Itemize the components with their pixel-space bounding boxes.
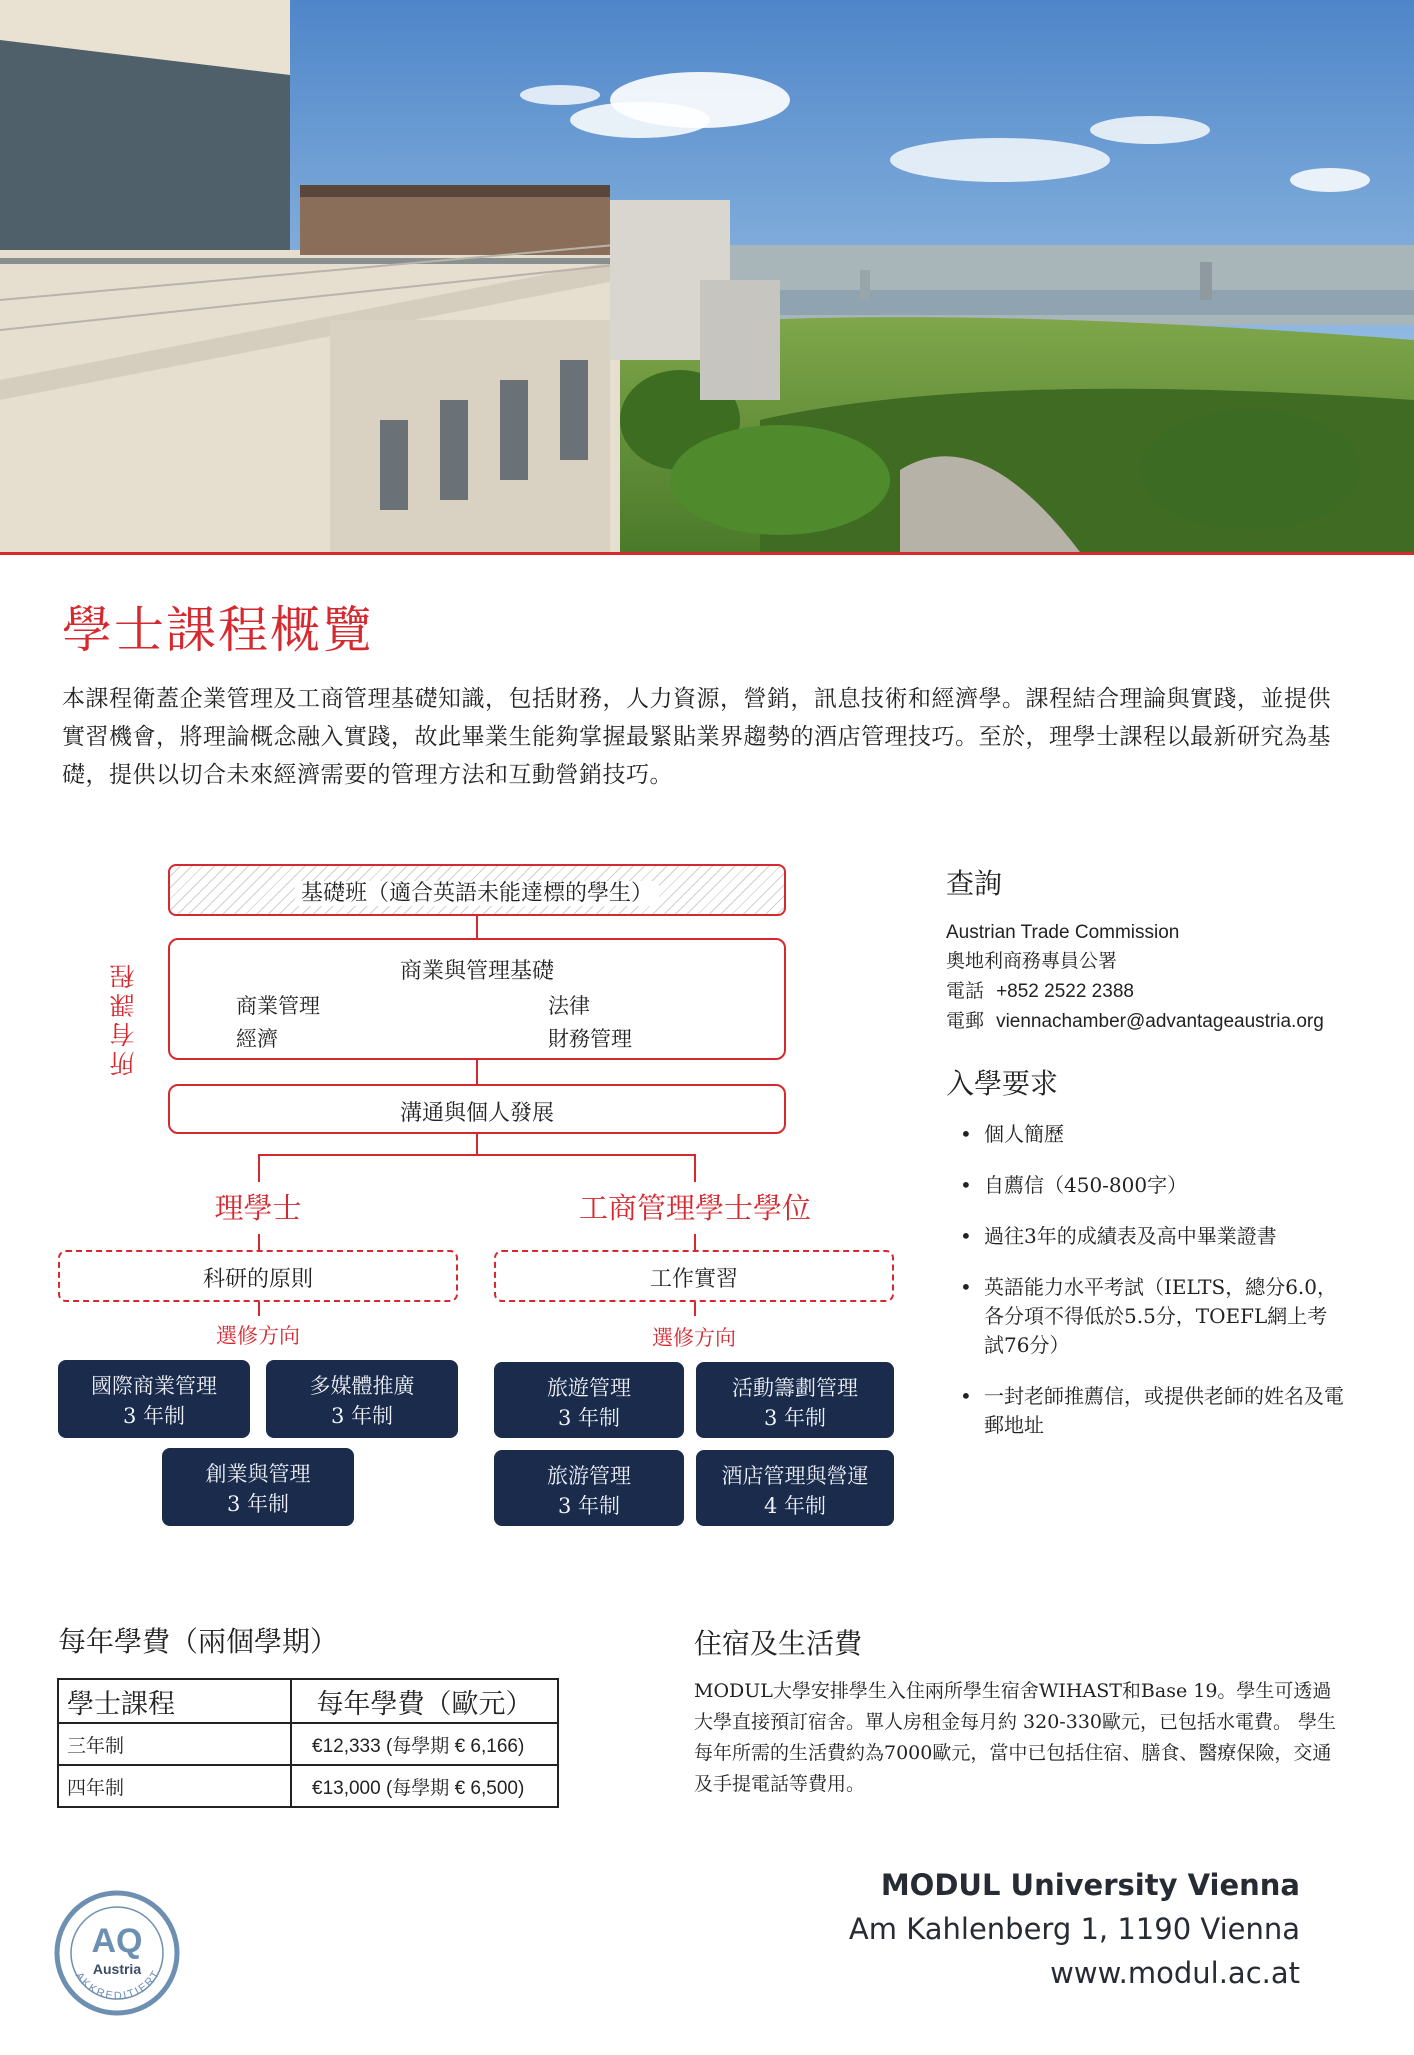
requirement-item: • 過往3年的成績表及高中畢業證書 bbox=[946, 1222, 1346, 1251]
table-cell: €12,333 (每學期 € 6,166) bbox=[291, 1723, 558, 1765]
bsc-core-label: 科研的原則 bbox=[202, 1267, 313, 1292]
program-option-name: 旅游管理 bbox=[547, 1464, 631, 1488]
requirements-list bbox=[946, 1120, 1346, 1462]
program-option-duration: 3 年制 bbox=[122, 1404, 186, 1428]
communication-box bbox=[168, 1084, 786, 1134]
connector-line bbox=[694, 1234, 696, 1250]
enquiry-org-zh: 奧地利商務專員公署 bbox=[946, 950, 1118, 972]
program-option-name: 多媒體推廣 bbox=[309, 1374, 415, 1398]
program-option-duration: 3 年制 bbox=[330, 1404, 394, 1428]
connector-line bbox=[476, 916, 478, 938]
program-option bbox=[58, 1360, 250, 1438]
connector-line bbox=[258, 1302, 260, 1316]
program-option-name: 酒店管理與營運 bbox=[721, 1464, 869, 1488]
branch-line-left bbox=[258, 1154, 260, 1182]
communication-label: 溝通與個人發展 bbox=[399, 1101, 554, 1126]
footer-university-name: MODUL University Vienna bbox=[880, 1868, 1300, 1902]
bsc-elective-label: 選修方向 bbox=[216, 1324, 300, 1348]
enquiry-email bbox=[946, 1006, 1324, 1037]
business-foundation-box bbox=[168, 938, 786, 1060]
program-option bbox=[266, 1360, 458, 1438]
page-title: 學士課程概覽 bbox=[62, 601, 374, 659]
bsc-core-box bbox=[58, 1250, 458, 1302]
phone-label: 電話 bbox=[946, 980, 985, 1002]
program-option-duration: 3 年制 bbox=[763, 1406, 827, 1430]
program-option-name: 國際商業管理 bbox=[91, 1374, 217, 1398]
subject-economics: 經濟 bbox=[236, 1027, 278, 1051]
program-option-name: 活動籌劃管理 bbox=[732, 1376, 858, 1400]
requirement-item: • 個人簡歷 bbox=[946, 1120, 1346, 1149]
enquiry-org-en: Austrian Trade Commission bbox=[946, 922, 1180, 943]
hero-divider bbox=[0, 552, 1414, 555]
table-cell: €13,000 (每學期 € 6,500) bbox=[291, 1765, 558, 1807]
business-foundation-title: 商業與管理基礎 bbox=[399, 959, 554, 984]
program-option bbox=[696, 1450, 894, 1526]
all-courses-label: 所有課程 bbox=[109, 960, 138, 1076]
requirement-item: • 英語能力水平考試（IELTS，總分6.0，各分項不得低於5.5分，TOEFL網上考試76分） bbox=[946, 1273, 1346, 1360]
phone-number[interactable]: +852 2522 2388 bbox=[996, 981, 1134, 1002]
fees-heading: 每年學費（兩個學期） bbox=[58, 1625, 339, 1658]
table-row bbox=[58, 1723, 558, 1765]
connector-line bbox=[258, 1234, 260, 1250]
table-cell: 四年制 bbox=[58, 1765, 291, 1807]
foundation-box bbox=[168, 864, 786, 916]
subject-finance: 財務管理 bbox=[548, 1027, 632, 1051]
enquiry-heading: 查詢 bbox=[946, 867, 1003, 900]
badge-country: Austria bbox=[92, 1961, 142, 1977]
footer-address: Am Kahlenberg 1, 1190 Vienna bbox=[848, 1912, 1300, 1946]
aq-austria-badge bbox=[52, 1888, 182, 2018]
bba-core-label: 工作實習 bbox=[649, 1267, 738, 1292]
badge-ring-text: AKKREDITIERT bbox=[72, 1967, 163, 2003]
foundation-label: 基礎班（適合英語未能達標的學生） bbox=[295, 881, 659, 906]
email-label: 電郵 bbox=[946, 1010, 985, 1032]
connector-line bbox=[476, 1134, 478, 1154]
program-option bbox=[696, 1362, 894, 1438]
bba-core-box bbox=[494, 1250, 894, 1302]
table-header-row bbox=[58, 1679, 558, 1723]
table-header-cell: 學士課程 bbox=[58, 1679, 291, 1723]
program-option bbox=[162, 1448, 354, 1526]
table-cell: 三年制 bbox=[58, 1723, 291, 1765]
bsc-title: 理學士 bbox=[214, 1191, 302, 1225]
program-option-duration: 3 年制 bbox=[226, 1492, 290, 1516]
subject-business-management: 商業管理 bbox=[236, 994, 320, 1018]
table-row bbox=[58, 1765, 558, 1807]
requirements-heading: 入學要求 bbox=[946, 1067, 1059, 1100]
bba-title: 工商管理學士學位 bbox=[578, 1191, 811, 1225]
program-option-duration: 3 年制 bbox=[557, 1494, 621, 1518]
enquiry-phone bbox=[946, 976, 1134, 1007]
program-option bbox=[494, 1362, 684, 1438]
hero-photo bbox=[0, 0, 1414, 552]
program-option-name: 旅遊管理 bbox=[547, 1376, 631, 1400]
branch-line bbox=[258, 1154, 696, 1156]
badge-letters: AQ bbox=[91, 1922, 143, 1960]
requirement-item: • 一封老師推薦信，或提供老師的姓名及電郵地址 bbox=[946, 1382, 1346, 1440]
program-option-duration: 4 年制 bbox=[763, 1494, 827, 1518]
accommodation-heading: 住宿及生活費 bbox=[694, 1627, 863, 1660]
fees-table bbox=[57, 1678, 559, 1808]
program-option bbox=[494, 1450, 684, 1526]
program-option-name: 創業與管理 bbox=[205, 1462, 311, 1486]
footer-website-link[interactable]: www.modul.ac.at bbox=[1050, 1956, 1300, 1990]
requirement-item: • 自薦信（450-800字） bbox=[946, 1171, 1346, 1200]
connector-line bbox=[476, 1060, 478, 1084]
bba-elective-label: 選修方向 bbox=[652, 1326, 736, 1350]
subject-law: 法律 bbox=[548, 994, 590, 1018]
intro-paragraph: 本課程衛蓋企業管理及工商管理基礎知識，包括財務，人力資源，營銷，訊息技術和經濟學。課程結合理論與實踐，並提供實習機會，將理論概念融入實踐，故此畢業生能夠掌握最緊貼業界趨勢的酒店管理技巧。至於，理學士課程以最新研究為基礎，提供以切合未來經濟需要的管理方法和互動營銷技巧。 bbox=[62, 686, 1331, 788]
table-header-cell: 每年學費（歐元） bbox=[291, 1679, 558, 1723]
program-option-duration: 3 年制 bbox=[557, 1406, 621, 1430]
connector-line bbox=[694, 1302, 696, 1316]
branch-line-right bbox=[694, 1154, 696, 1182]
email-link[interactable]: viennachamber@advantageaustria.org bbox=[996, 1011, 1324, 1032]
accommodation-text: MODUL大學安排學生入住兩所學生宿舍WIHAST和Base 19。學生可透過大學直接預訂宿舍。單人房租金每月約 320-330歐元，已包括水電費。 學生每年所需的生活費約為7000歐元，當中已包括住宿、膳食、醫療保險，交通及手提電話等費用。 bbox=[694, 1680, 1337, 1795]
